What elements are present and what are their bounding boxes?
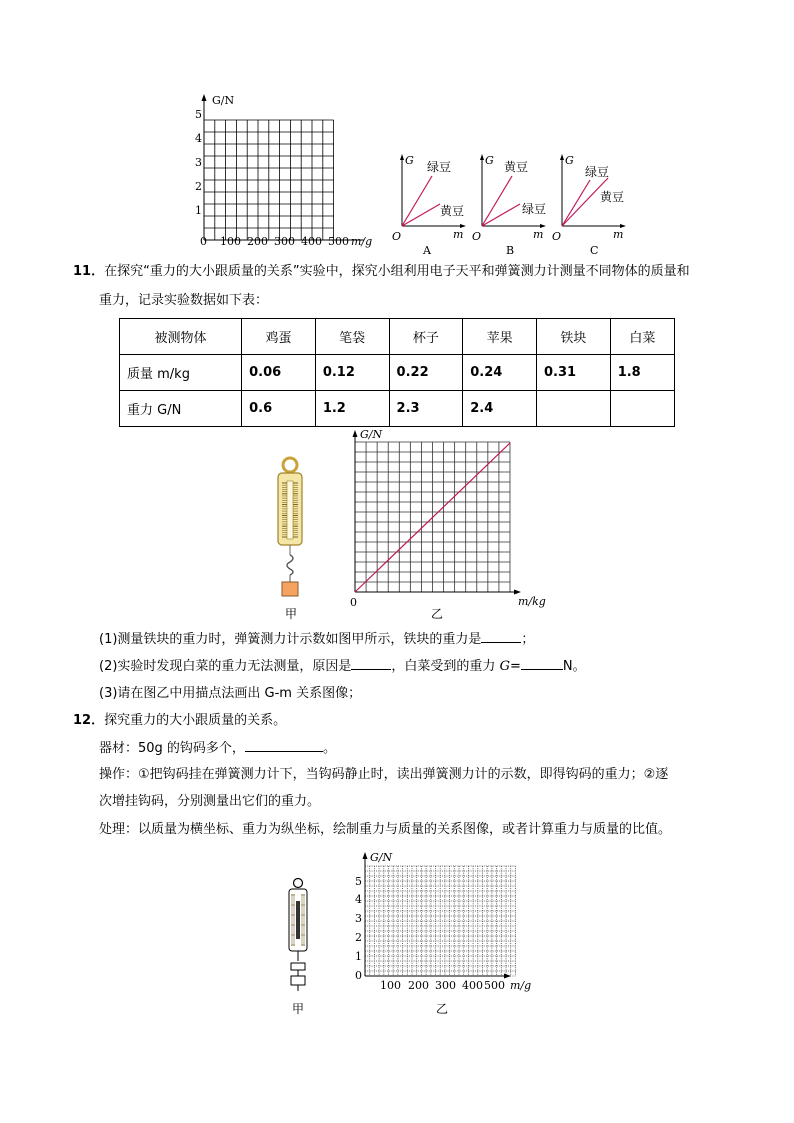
x-tick: 100 <box>220 235 241 248</box>
y-tick: 0 <box>355 969 362 982</box>
table-cell: 2.4 <box>463 391 537 427</box>
option-letter: A <box>423 244 431 257</box>
q12-title-line <box>73 712 286 730</box>
shallow-label: 绿豆 <box>522 202 547 216</box>
y-tick: 4 <box>195 132 202 145</box>
table-cell: 苹果 <box>463 319 537 355</box>
x-axis-label: m/kg <box>518 595 546 608</box>
answer-blank[interactable] <box>521 657 563 670</box>
x-tick: 300 <box>435 979 456 992</box>
y-axis-label: G/N <box>360 428 383 441</box>
q12-number: 12． <box>73 713 105 728</box>
svg-text:G: G <box>485 154 494 167</box>
q12-graph-yi <box>345 848 535 996</box>
x-tick: 500 <box>484 979 505 992</box>
steep-line <box>402 176 432 226</box>
y-tick: 5 <box>355 875 362 888</box>
svg-text:m: m <box>613 228 624 241</box>
x-tick: 300 <box>274 235 295 248</box>
table-cell: 0.31 <box>536 355 610 391</box>
ring-icon <box>283 458 297 472</box>
q11-sub2: (2)实验时发现白菜的重力无法测量，原因是 ，白菜受到的重力 G= N。 <box>99 659 586 674</box>
shallow-line <box>402 204 440 226</box>
y-tick: 1 <box>195 204 202 217</box>
table-cell <box>536 391 610 427</box>
q11-number: 11． <box>73 264 105 279</box>
top-grid-graph <box>190 92 380 252</box>
table-row <box>120 319 675 355</box>
y-tick: 2 <box>195 180 202 193</box>
y-axis-label: G/N <box>212 94 235 107</box>
hook-icon <box>287 555 293 575</box>
x-tick: 0 <box>200 235 207 248</box>
q12-op-line1: 操作：①把钩码挂在弹簧测力计下，当钩码静止时，读出弹簧测力计的示数，即得钩码的重力；②逐 <box>99 767 669 782</box>
svg-text:O: O <box>392 230 402 243</box>
y-tick: 3 <box>195 156 202 169</box>
table-row <box>120 355 675 391</box>
ring-icon <box>294 879 303 888</box>
q12-processing: 处理：以质量为横坐标、重力为纵坐标，绘制重力与质量的关系图像，或者计算重力与质量的比值。 <box>99 822 672 837</box>
steep-line <box>562 180 590 226</box>
y-tick: 5 <box>195 108 202 121</box>
grid-lines <box>365 866 515 976</box>
table-cell: 0.22 <box>389 355 463 391</box>
iron-block <box>282 582 298 596</box>
spring-scale-jia-q12 <box>282 875 316 1000</box>
table-cell: 1.8 <box>610 355 674 391</box>
q11-data-table <box>119 318 675 427</box>
grid-lines <box>204 120 334 240</box>
table-cell: 重力 G/N <box>120 391 242 427</box>
q11-sub3: (3)请在图乙中用描点法画出 G-m 关系图像； <box>99 686 362 701</box>
table-cell: 白菜 <box>610 319 674 355</box>
fig-label-yi: 乙 <box>431 607 444 621</box>
table-cell: 0.6 <box>242 391 316 427</box>
shallow-line <box>482 204 520 226</box>
svg-text:m: m <box>453 228 464 241</box>
fig-label-jia-q12: 甲 <box>292 1002 305 1016</box>
x-axis-label: m/g <box>351 235 373 248</box>
q12-title: 探究重力的大小跟质量的关系。 <box>104 713 287 728</box>
table-cell: 0.12 <box>315 355 389 391</box>
x-axis-label: m/g <box>510 979 532 992</box>
x-tick: 200 <box>408 979 429 992</box>
x-axis-arrow <box>514 590 521 595</box>
x-tick: 500 <box>328 235 349 248</box>
hook-weight <box>291 976 305 985</box>
table-cell: 0.24 <box>463 355 537 391</box>
svg-text:m: m <box>533 228 544 241</box>
q11-line2: 重力，记录实验数据如下表： <box>99 293 269 308</box>
svg-text:G: G <box>565 154 574 167</box>
fig-label-yi-q12: 乙 <box>436 1002 449 1016</box>
y-tick: 1 <box>355 950 362 963</box>
svg-text:O: O <box>552 230 562 243</box>
y-axis-arrow <box>202 94 207 101</box>
shallow-label: 黄豆 <box>440 204 465 218</box>
origin-label: 0 <box>350 596 357 609</box>
svg-text:G: G <box>405 154 414 167</box>
y-axis-label: G/N <box>370 851 393 864</box>
x-axis-arrow <box>504 974 511 979</box>
answer-blank[interactable] <box>245 739 323 752</box>
q11-line1 <box>73 263 690 281</box>
table-cell: 铁块 <box>536 319 610 355</box>
fig-label-jia: 甲 <box>285 607 298 621</box>
table-cell: 笔袋 <box>315 319 389 355</box>
q12-op-line2: 次增挂钩码，分别测量出它们的重力。 <box>99 794 321 809</box>
option-letter: C <box>590 244 599 257</box>
option-graph-c <box>550 150 632 258</box>
spring-scale-jia <box>270 455 314 605</box>
option-graph-a <box>390 150 472 258</box>
table-cell: 1.2 <box>315 391 389 427</box>
option-graph-b <box>470 150 552 258</box>
option-letter: B <box>506 244 515 257</box>
table-cell: 被测物体 <box>120 319 242 355</box>
svg-text:O: O <box>472 230 482 243</box>
steep-label: 黄豆 <box>504 160 529 174</box>
q11-sub1: (1)测量铁块的重力时，弹簧测力计示数如图甲所示，铁块的重力是 ； <box>99 632 535 647</box>
table-cell: 质量 m/kg <box>120 355 242 391</box>
y-tick: 2 <box>355 931 362 944</box>
x-tick: 100 <box>380 979 401 992</box>
y-tick: 3 <box>355 912 362 925</box>
q11-text: 在探究“重力的大小跟质量的关系”实验中，探究小组利用电子天平和弹簧测力计测量不同物体的质量和 <box>104 264 690 279</box>
q11-graph-yi <box>340 425 555 615</box>
x-tick: 400 <box>301 235 322 248</box>
answer-blank[interactable] <box>481 630 521 643</box>
y-axis-arrow <box>353 430 358 437</box>
steep-label: 绿豆 <box>427 160 452 174</box>
table-cell <box>610 391 674 427</box>
table-cell: 0.06 <box>242 355 316 391</box>
hook-weight <box>291 963 305 970</box>
y-tick: 4 <box>355 893 362 906</box>
x-tick: 200 <box>247 235 268 248</box>
table-cell: 2.3 <box>389 391 463 427</box>
shallow-label: 黄豆 <box>600 190 625 204</box>
table-row <box>120 391 675 427</box>
steep-line <box>482 176 512 226</box>
y-axis-arrow <box>363 852 368 859</box>
table-cell: 鸡蛋 <box>242 319 316 355</box>
steep-label: 绿豆 <box>585 165 610 179</box>
table-cell: 杯子 <box>389 319 463 355</box>
q12-equipment: 器材：50g 的钩码多个， 。 <box>99 741 336 756</box>
x-tick: 400 <box>462 979 483 992</box>
answer-blank[interactable] <box>351 657 391 670</box>
